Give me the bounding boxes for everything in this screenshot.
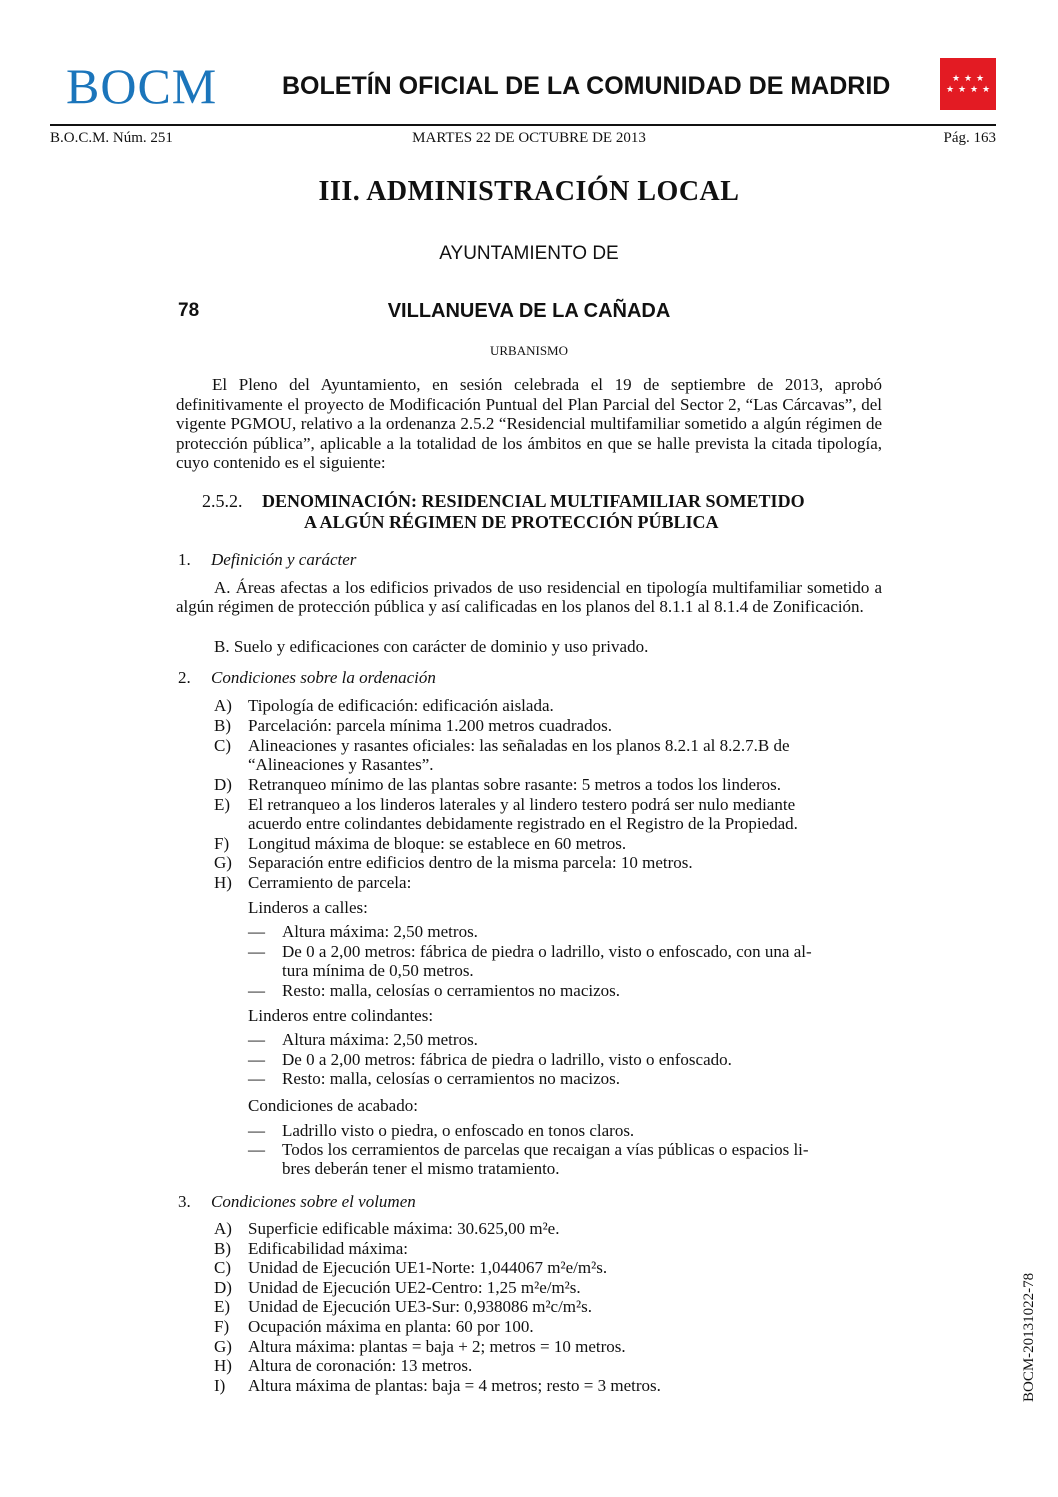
- s2-key-h: H): [214, 873, 232, 892]
- header-rule: [50, 124, 996, 126]
- s3-title: Condiciones sobre el volumen: [211, 1192, 416, 1211]
- issue-date: MARTES 22 DE OCTUBRE DE 2013: [412, 130, 646, 146]
- s2-key-e: E): [214, 795, 231, 814]
- dash: —: [248, 1121, 265, 1140]
- s3-item-e: Unidad de Ejecución UE3-Sur: 0,938086 m²c/m²s.: [248, 1297, 592, 1316]
- s2-item-e: El retranqueo a los linderos laterales y al lindero testero podrá ser nulo mediante: [248, 795, 796, 814]
- ayuntamiento-label: AYUNTAMIENTO DE: [439, 243, 619, 264]
- document-code: [1000, 1242, 1037, 1402]
- calles-item-1: Altura máxima: 2,50 metros.: [282, 922, 478, 941]
- s2-key-f: F): [214, 834, 230, 853]
- colindantes-item-1: Altura máxima: 2,50 metros.: [282, 1030, 478, 1049]
- dash: —: [248, 1050, 265, 1069]
- issue-number: B.O.C.M. Núm. 251: [50, 130, 173, 146]
- s2-item-e-cont: acuerdo entre colindantes debidamente registrado en el Registro de la Propiedad.: [248, 814, 798, 833]
- entry-number: 78: [178, 300, 200, 321]
- s3-key-b: B): [214, 1239, 231, 1258]
- dash: —: [248, 922, 265, 941]
- acabado-label: Condiciones de acabado:: [248, 1096, 418, 1115]
- s3-key-f: F): [214, 1317, 230, 1336]
- s1-title: Definición y carácter: [211, 550, 357, 569]
- acabado-item-2-cont: bres deberán tener el mismo tratamiento.: [282, 1159, 560, 1178]
- subject-label: URBANISMO: [489, 343, 568, 358]
- s2-number: 2.: [178, 668, 191, 687]
- s3-key-e: E): [214, 1297, 231, 1316]
- page-number: Pág. 163: [943, 130, 996, 146]
- dash: —: [248, 981, 265, 1000]
- s3-item-f: Ocupación máxima en planta: 60 por 100.: [248, 1317, 534, 1336]
- s1-number: 1.: [178, 550, 191, 569]
- intro-paragraph: [176, 375, 882, 473]
- dash: —: [248, 1030, 265, 1049]
- acabado-item-1: Ladrillo visto o piedra, o enfoscado en tonos claros.: [282, 1121, 635, 1140]
- s2-item-a: Tipología de edificación: edificación aislada.: [248, 696, 554, 715]
- s2-item-b: Parcelación: parcela mínima 1.200 metros cuadrados.: [248, 716, 612, 735]
- s1-item-a: A. Áreas afectas a los edificios privados de uso residencial en tipología multifamiliar sometido a algún régimen de protección pública y así calificadas en los planos del 8.1.1 al 8.1.4 de Zonificación.: [176, 578, 882, 617]
- s2-key-b: B): [214, 716, 231, 735]
- document-code-text: BOCM-20131022-78: [1021, 1272, 1037, 1402]
- bulletin-title: BOLETÍN OFICIAL DE LA COMUNIDAD DE MADRID: [282, 72, 891, 100]
- s2-item-g: Separación entre edificios dentro de la misma parcela: 10 metros.: [248, 853, 693, 872]
- s2-key-a: A): [214, 696, 232, 715]
- colindantes-item-3: Resto: malla, celosías o cerramientos no macizos.: [282, 1069, 621, 1088]
- bocm-logo: BOCM: [66, 58, 218, 114]
- s3-item-i: Altura máxima de plantas: baja = 4 metros; resto = 3 metros.: [248, 1376, 661, 1395]
- dash: —: [248, 942, 265, 961]
- s2-title: Condiciones sobre la ordenación: [211, 668, 436, 687]
- s2-item-d: Retranqueo mínimo de las plantas sobre rasante: 5 metros a todos los linderos.: [248, 775, 782, 794]
- s2-item-h: Cerramiento de parcela:: [248, 873, 412, 892]
- s2-key-d: D): [214, 775, 232, 794]
- s2-key-c: C): [214, 736, 231, 755]
- s3-item-g: Altura máxima: plantas = baja + 2; metros = 10 metros.: [248, 1337, 626, 1356]
- s3-item-d: Unidad de Ejecución UE2-Centro: 1,25 m²e/m²s.: [248, 1278, 581, 1297]
- s2-item-c: Alineaciones y rasantes oficiales: las señaladas en los planos 8.2.1 al 8.2.7.B de: [248, 736, 790, 755]
- s3-key-g: G): [214, 1337, 232, 1356]
- dash: —: [248, 1140, 265, 1159]
- calles-item-2-cont: tura mínima de 0,50 metros.: [282, 961, 474, 980]
- s1-item-b: B. Suelo y edificaciones con carácter de dominio y uso privado.: [214, 637, 649, 656]
- s3-key-h: H): [214, 1356, 232, 1375]
- calles-item-3: Resto: malla, celosías o cerramientos no macizos.: [282, 981, 621, 1000]
- s3-key-c: C): [214, 1258, 231, 1277]
- s2-key-g: G): [214, 853, 232, 872]
- s3-number: 3.: [178, 1192, 191, 1211]
- colindantes-item-2: De 0 a 2,00 metros: fábrica de piedra o ladrillo, visto o enfoscado.: [282, 1050, 732, 1069]
- calles-item-2: De 0 a 2,00 metros: fábrica de piedra o ladrillo, visto o enfoscado, con una al-: [282, 942, 812, 961]
- s3-item-b: Edificabilidad máxima:: [248, 1239, 409, 1258]
- madrid-flag-icon: ★ ★ ★ ★ ★ ★ ★: [940, 58, 996, 110]
- ordinance-title-1: DENOMINACIÓN: RESIDENCIAL MULTIFAMILIAR SOMETIDO: [262, 491, 805, 511]
- calles-label: Linderos a calles:: [248, 898, 368, 917]
- intro-text: El Pleno del Ayuntamiento, en sesión celebrada el 19 de septiembre de 2013, aprobó definitivamente el proyecto de Modificación Puntual del Plan Parcial del Sector 2, “Las Cárcavas”, del vigente PGMOU, relativo a la ordenanza 2.5.2 “Residencial multifamiliar sometido a algún régimen de protección pública”, aplicable a la totalidad de los ámbitos en que se halle prevista la citada tipología, cuyo contenido es el siguiente:: [176, 375, 882, 472]
- s3-key-d: D): [214, 1278, 232, 1297]
- s3-item-h: Altura de coronación: 13 metros.: [248, 1356, 473, 1375]
- section-title: III. ADMINISTRACIÓN LOCAL: [318, 176, 740, 207]
- ordinance-number: 2.5.2.: [202, 491, 243, 511]
- s3-key-i: I): [214, 1376, 226, 1395]
- municipality-title: VILLANUEVA DE LA CAÑADA: [387, 300, 671, 322]
- dash: —: [248, 1069, 265, 1088]
- s3-item-c: Unidad de Ejecución UE1-Norte: 1,044067 m²e/m²s.: [248, 1258, 608, 1277]
- ordinance-title-2: A ALGÚN RÉGIMEN DE PROTECCIÓN PÚBLICA: [304, 512, 719, 532]
- acabado-item-2: Todos los cerramientos de parcelas que recaigan a vías públicas o espacios li-: [282, 1140, 809, 1159]
- s3-key-a: A): [214, 1219, 232, 1238]
- s2-item-f: Longitud máxima de bloque: se establece en 60 metros.: [248, 834, 627, 853]
- colindantes-label: Linderos entre colindantes:: [248, 1006, 434, 1025]
- s3-item-a: Superficie edificable máxima: 30.625,00 m²e.: [248, 1219, 560, 1238]
- s2-item-c-cont: “Alineaciones y Rasantes”.: [248, 755, 434, 774]
